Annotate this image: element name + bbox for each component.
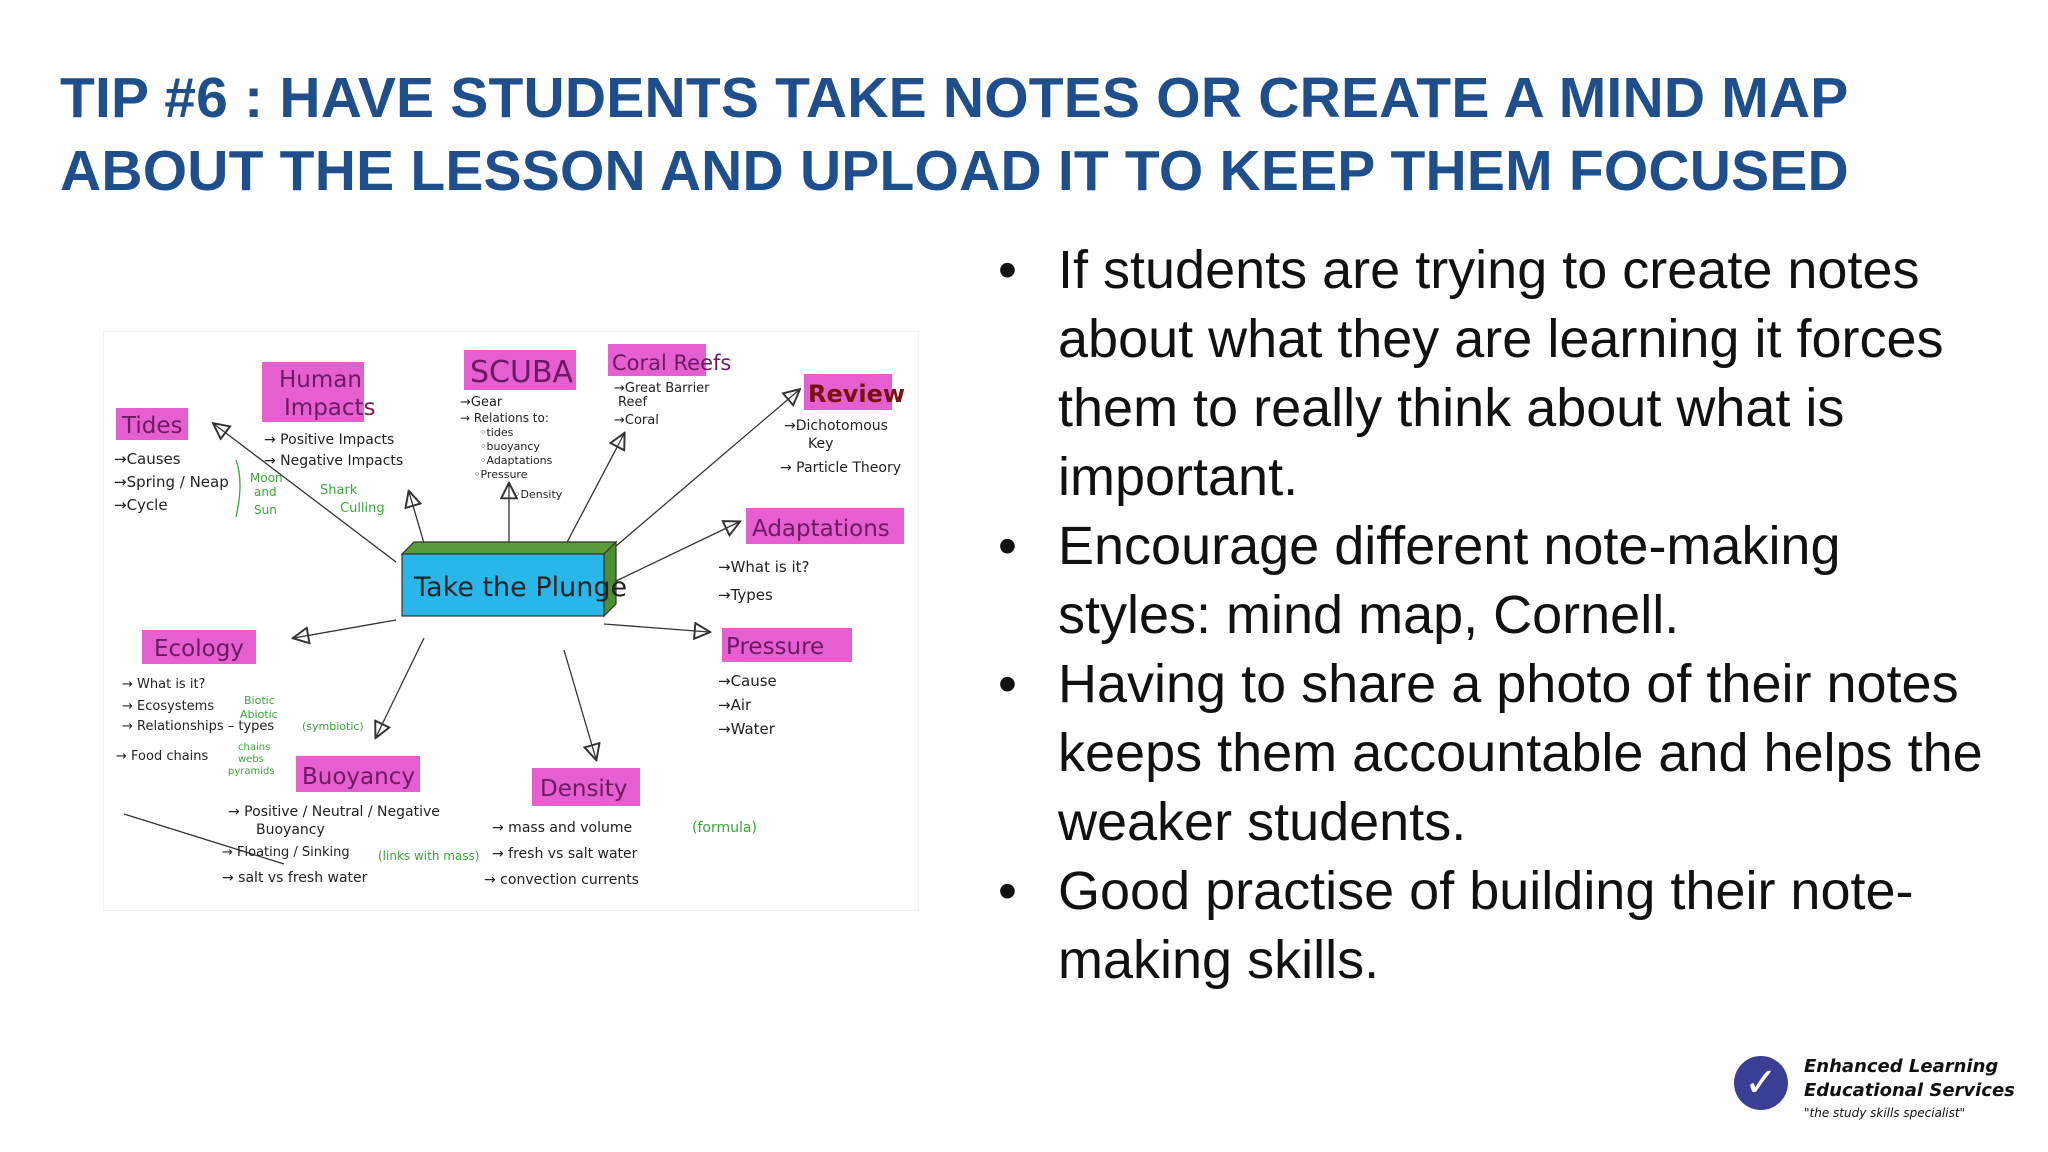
slide-title-line-2: ABOUT THE LESSON AND UPLOAD IT TO KEEP THEM FOCUSED	[60, 139, 1849, 203]
svg-text:→ mass and volume: → mass and volume	[492, 820, 633, 836]
svg-text:→ Floating / Sinking: → Floating / Sinking	[222, 845, 350, 860]
svg-text:(formula): (formula)	[692, 820, 757, 836]
svg-text:pyramids: pyramids	[228, 766, 275, 777]
svg-text:◦buoyancy: ◦buoyancy	[480, 440, 540, 453]
logo-tagline: "the study skills specialist"	[1804, 1106, 1966, 1120]
bullet-text: Having to share a photo of their notes keeps them accountable and helps the weaker students.	[1058, 654, 1983, 852]
node-pressure	[718, 628, 852, 738]
node-density	[484, 768, 757, 888]
svg-text:◦Pressure: ◦Pressure	[474, 468, 528, 481]
svg-text:→Cause: →Cause	[718, 672, 777, 690]
svg-text:Review: Review	[808, 380, 906, 408]
svg-text:and: and	[254, 485, 277, 499]
svg-text:→Coral: →Coral	[614, 413, 659, 428]
svg-text:→ Positive / Neutral / Negativ: → Positive / Neutral / Negative	[228, 804, 440, 820]
svg-text:→Air: →Air	[718, 696, 752, 714]
svg-text:→ What is it?: → What is it?	[122, 677, 206, 692]
check-mark-icon: ✓	[1734, 1056, 1788, 1110]
svg-text:Pressure: Pressure	[726, 634, 825, 660]
svg-text:chains: chains	[238, 742, 271, 753]
svg-text:Buoyancy: Buoyancy	[256, 822, 325, 838]
bullet-item: • If students are trying to create notes about what they are learning it forces them to really think about what is important.	[998, 240, 1944, 507]
svg-text:(links with mass): (links with mass)	[378, 849, 480, 863]
svg-text:Human: Human	[279, 367, 362, 393]
slide-title	[60, 62, 2020, 208]
logo-line-1: Enhanced Learning	[1804, 1056, 1999, 1077]
svg-text:→ salt vs fresh water: → salt vs fresh water	[222, 870, 368, 886]
bullet-text: Encourage different note-making styles: mind map, Cornell.	[1058, 516, 1841, 645]
svg-text:→Water: →Water	[718, 720, 775, 738]
svg-text:SCUBA: SCUBA	[470, 355, 574, 390]
svg-text:→ Particle Theory: → Particle Theory	[780, 460, 902, 476]
node-ecology	[116, 630, 364, 777]
svg-text:Adaptations: Adaptations	[752, 516, 890, 542]
mind-map-drawing	[104, 332, 918, 910]
node-adaptations	[718, 508, 904, 604]
svg-text:Moon: Moon	[250, 471, 283, 485]
node-tides	[114, 408, 283, 517]
svg-text:→Spring / Neap: →Spring / Neap	[114, 473, 229, 491]
svg-text:(symbiotic): (symbiotic)	[302, 720, 364, 733]
svg-text:Culling: Culling	[340, 501, 385, 516]
slide-title-line-1: TIP #6 : HAVE STUDENTS TAKE NOTES OR CREATE A MIND MAP	[60, 66, 1849, 130]
svg-text:Shark: Shark	[320, 483, 358, 498]
svg-text:◦Density: ◦Density	[514, 488, 563, 501]
svg-text:→Types: →Types	[718, 586, 773, 604]
svg-text:Tides: Tides	[122, 413, 183, 439]
svg-text:→Causes: →Causes	[114, 450, 181, 468]
svg-text:webs: webs	[238, 754, 264, 765]
svg-text:Abiotic: Abiotic	[240, 708, 278, 721]
svg-text:→ Ecosystems: → Ecosystems	[122, 699, 215, 714]
mind-map-center-node	[402, 542, 627, 616]
svg-text:→ fresh vs salt water: → fresh vs salt water	[492, 846, 638, 862]
node-review	[780, 374, 905, 476]
mind-map-arrows	[124, 390, 799, 864]
svg-text:Sun: Sun	[254, 503, 277, 517]
svg-text:→Gear: →Gear	[460, 395, 503, 410]
svg-text:→Great Barrier: →Great Barrier	[614, 381, 710, 396]
svg-text:→ Relationships – types: → Relationships – types	[122, 719, 275, 734]
svg-text:→Dichotomous: →Dichotomous	[784, 418, 888, 434]
svg-text:Reef: Reef	[618, 395, 648, 410]
svg-text:Biotic: Biotic	[244, 694, 275, 707]
svg-text:→What is it?: →What is it?	[718, 558, 810, 576]
svg-text:◦Adaptations: ◦Adaptations	[480, 454, 553, 467]
svg-text:→ Relations to:: → Relations to:	[460, 411, 549, 425]
bullet-text: If students are trying to create notes about what they are learning it forces them to really think about what is important.	[1058, 240, 1944, 507]
mind-map-photo	[104, 332, 918, 910]
svg-text:◦tides: ◦tides	[480, 426, 514, 439]
svg-text:Key: Key	[808, 436, 834, 452]
bullet-text: Good practise of building their note-making skills.	[1058, 861, 1914, 990]
svg-text:Ecology: Ecology	[154, 636, 244, 662]
svg-text:Coral Reefs: Coral Reefs	[612, 351, 732, 375]
bullet-item: • Encourage different note-making styles: mind map, Cornell.	[998, 516, 1841, 645]
svg-text:→ convection currents: → convection currents	[484, 872, 639, 888]
bullet-list	[990, 236, 2000, 995]
logo-line-2: Educational Services	[1804, 1080, 2015, 1101]
bullet-item: • Having to share a photo of their notes keeps them accountable and helps the weaker students.	[998, 654, 1983, 852]
node-coral-reefs	[608, 344, 731, 428]
svg-text:→ Positive Impacts: → Positive Impacts	[264, 432, 395, 448]
node-human-impacts	[262, 362, 403, 516]
mind-map-center-label: Take the Plunge	[414, 572, 628, 603]
svg-text:→ Negative Impacts: → Negative Impacts	[264, 453, 404, 469]
svg-text:→ Food chains: → Food chains	[116, 749, 209, 764]
node-scuba	[460, 350, 576, 501]
svg-text:Density: Density	[540, 776, 628, 802]
bullet-item: • Good practise of building their note-making skills.	[998, 861, 1914, 990]
svg-text:Buoyancy: Buoyancy	[302, 764, 415, 790]
svg-text:→Cycle: →Cycle	[114, 496, 168, 514]
svg-text:Impacts: Impacts	[284, 395, 376, 421]
company-logo	[1732, 1054, 2022, 1126]
